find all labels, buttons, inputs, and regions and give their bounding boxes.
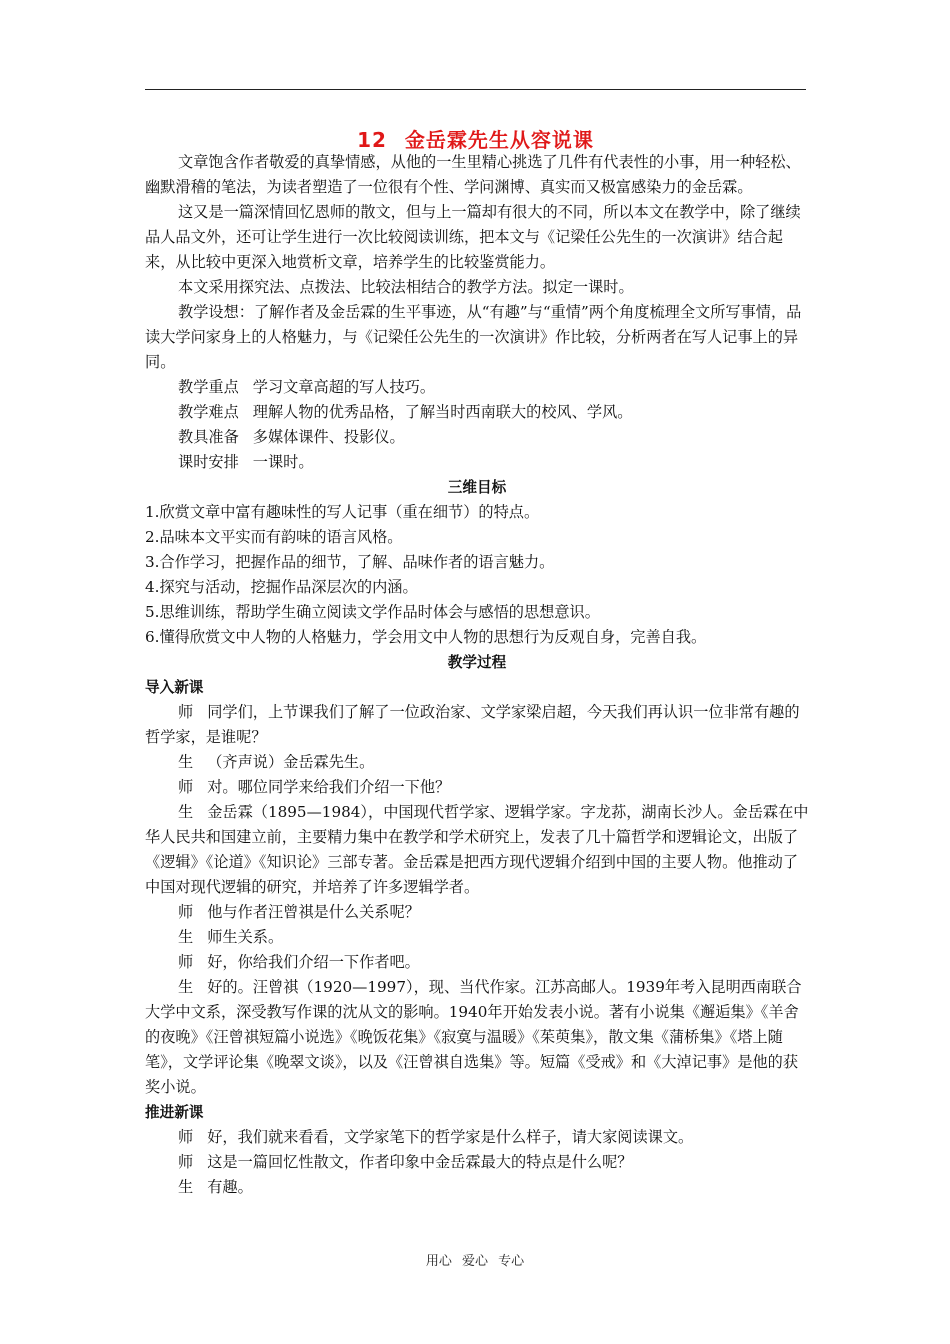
speaker: 生	[178, 803, 194, 821]
plan-item	[145, 375, 809, 400]
header-rule	[145, 89, 806, 90]
plan-item	[145, 450, 809, 475]
plan-label: 教学难点	[178, 403, 239, 421]
intro-paragraph: 文章饱含作者敬爱的真挚情感，从他的一生里精心挑选了几件有代表性的小事，用一种轻松、幽默滑稽的笔法，为读者塑造了一位很有个性、学问渊博、真实而又极富感染力的金岳霖。	[145, 153, 801, 196]
dialogue-line	[145, 775, 809, 800]
speaker: 师	[178, 903, 194, 921]
dialogue-line	[145, 750, 809, 775]
plan-value: 多媒体课件、投影仪。	[252, 428, 405, 446]
utterance: 好，你给我们介绍一下作者吧。	[207, 953, 420, 971]
intro-paragraph: 本文采用探究法、点拨法、比较法相结合的教学方法。拟定一课时。	[178, 278, 634, 296]
speaker: 师	[178, 1153, 194, 1171]
dialogue-line	[145, 975, 809, 1100]
lesson-number: 12	[357, 128, 387, 152]
section-heading-intro: 导入新课	[145, 679, 204, 696]
utterance: 有趣。	[207, 1178, 253, 1196]
goal-item: 5.思维训练，帮助学生确立阅读文学作品时体会与感悟的思想意识。	[145, 603, 600, 621]
utterance: 这是一篇回忆性散文，作者印象中金岳霖最大的特点是什么呢？	[207, 1153, 633, 1171]
utterance: （齐声说）金岳霖先生。	[207, 753, 375, 771]
goal-item: 3.合作学习，把握作品的细节，了解、品味作者的语言魅力。	[145, 553, 555, 571]
process-heading: 教学过程	[447, 654, 507, 671]
plan-item	[145, 400, 809, 425]
speaker: 师	[178, 778, 194, 796]
speaker: 生	[178, 978, 194, 996]
utterance: 好的。汪曾祺（1920—1997），现、当代作家。江苏高邮人。1939年考入昆明西南联合大学中文系，深受教写作课的沈从文的影响。1940年开始发表小说。著有小说集《邂逅集》《羊舍的夜晚》《汪曾祺短篇小说选》《晚饭花集》《寂寞与温暖》《茱萸集》，散文集《蒲桥集》《塔上随笔》，文学评论集《晚翠文谈》，以及《汪曾祺自选集》等。短篇《受戒》和《大淖记事》是他的获奖小说。	[145, 978, 802, 1096]
speaker: 师	[178, 953, 194, 971]
page-footer: 用心 爱心 专心	[425, 1254, 525, 1269]
utterance: 对。哪位同学来给我们介绍一下他？	[207, 778, 451, 796]
dialogue-line	[145, 700, 809, 750]
dialogue-line	[145, 900, 809, 925]
speaker: 师	[178, 703, 194, 721]
plan-value: 一课时。	[252, 453, 314, 471]
intro-paragraph: 这又是一篇深情回忆恩师的散文，但与上一篇却有很大的不同，所以本文在教学中，除了继续品人品文外，还可让学生进行一次比较阅读训练，把本文与《记梁任公先生的一次演讲》结合起来，从比较中更深入地赏析文章，培养学生的比较鉴赏能力。	[145, 203, 801, 271]
lesson-title	[145, 128, 806, 152]
dialogue-line	[145, 800, 809, 900]
speaker: 生	[178, 753, 194, 771]
utterance: 他与作者汪曾祺是什么关系呢？	[207, 903, 420, 921]
plan-value: 学习文章高超的写人技巧。	[252, 378, 435, 396]
intro-paragraph: 教学设想：了解作者及金岳霖的生平事迹，从“有趣”与“重情”两个角度梳理全文所写事情，品读大学问家身上的人格魅力，与《记梁任公先生的一次演讲》作比较，分析两者在写人记事上的异同。	[145, 303, 802, 371]
goal-item: 2.品味本文平实而有韵味的语言风格。	[145, 528, 403, 546]
dialogue-line	[145, 950, 809, 975]
section-heading-advance: 推进新课	[145, 1104, 204, 1121]
plan-label: 教具准备	[178, 428, 239, 446]
dialogue-line	[145, 925, 809, 950]
speaker: 生	[178, 1178, 194, 1196]
speaker: 生	[178, 928, 194, 946]
plan-item	[145, 425, 809, 450]
document-body	[145, 150, 809, 1200]
goal-item: 1.欣赏文章中富有趣味性的写人记事（重在细节）的特点。	[145, 503, 540, 521]
utterance: 师生关系。	[207, 928, 284, 946]
goal-item: 4.探究与活动，挖掘作品深层次的内涵。	[145, 578, 418, 596]
utterance: 金岳霖（1895—1984），中国现代哲学家、逻辑学家。字龙荪，湖南长沙人。金岳霖在中华人民共和国建立前，主要精力集中在教学和学术研究上，发表了几十篇哲学和逻辑论文，出版了《逻辑》《论道》《知识论》三部专著。金岳霖是把西方现代逻辑介绍到中国的主要人物。他推动了中国对现代逻辑的研究，并培养了许多逻辑学者。	[145, 803, 809, 896]
plan-label: 教学重点	[178, 378, 239, 396]
utterance: 好，我们就来看看，文学家笔下的哲学家是什么样子，请大家阅读课文。	[207, 1128, 694, 1146]
goals-heading: 三维目标	[447, 479, 507, 496]
dialogue-line	[145, 1150, 809, 1175]
plan-value: 理解人物的优秀品格，了解当时西南联大的校风、学风。	[252, 403, 633, 421]
dialogue-line	[145, 1125, 809, 1150]
plan-label: 课时安排	[178, 453, 239, 471]
utterance: 同学们，上节课我们了解了一位政治家、文学家梁启超，今天我们再认识一位非常有趣的哲学家，是谁呢？	[145, 703, 800, 746]
lesson-title-text: 金岳霖先生从容说课	[404, 128, 594, 152]
goal-item: 6.懂得欣赏文中人物的人格魅力，学会用文中人物的思想行为反观自身，完善自我。	[145, 628, 707, 646]
dialogue-line	[145, 1175, 809, 1200]
speaker: 师	[178, 1128, 194, 1146]
